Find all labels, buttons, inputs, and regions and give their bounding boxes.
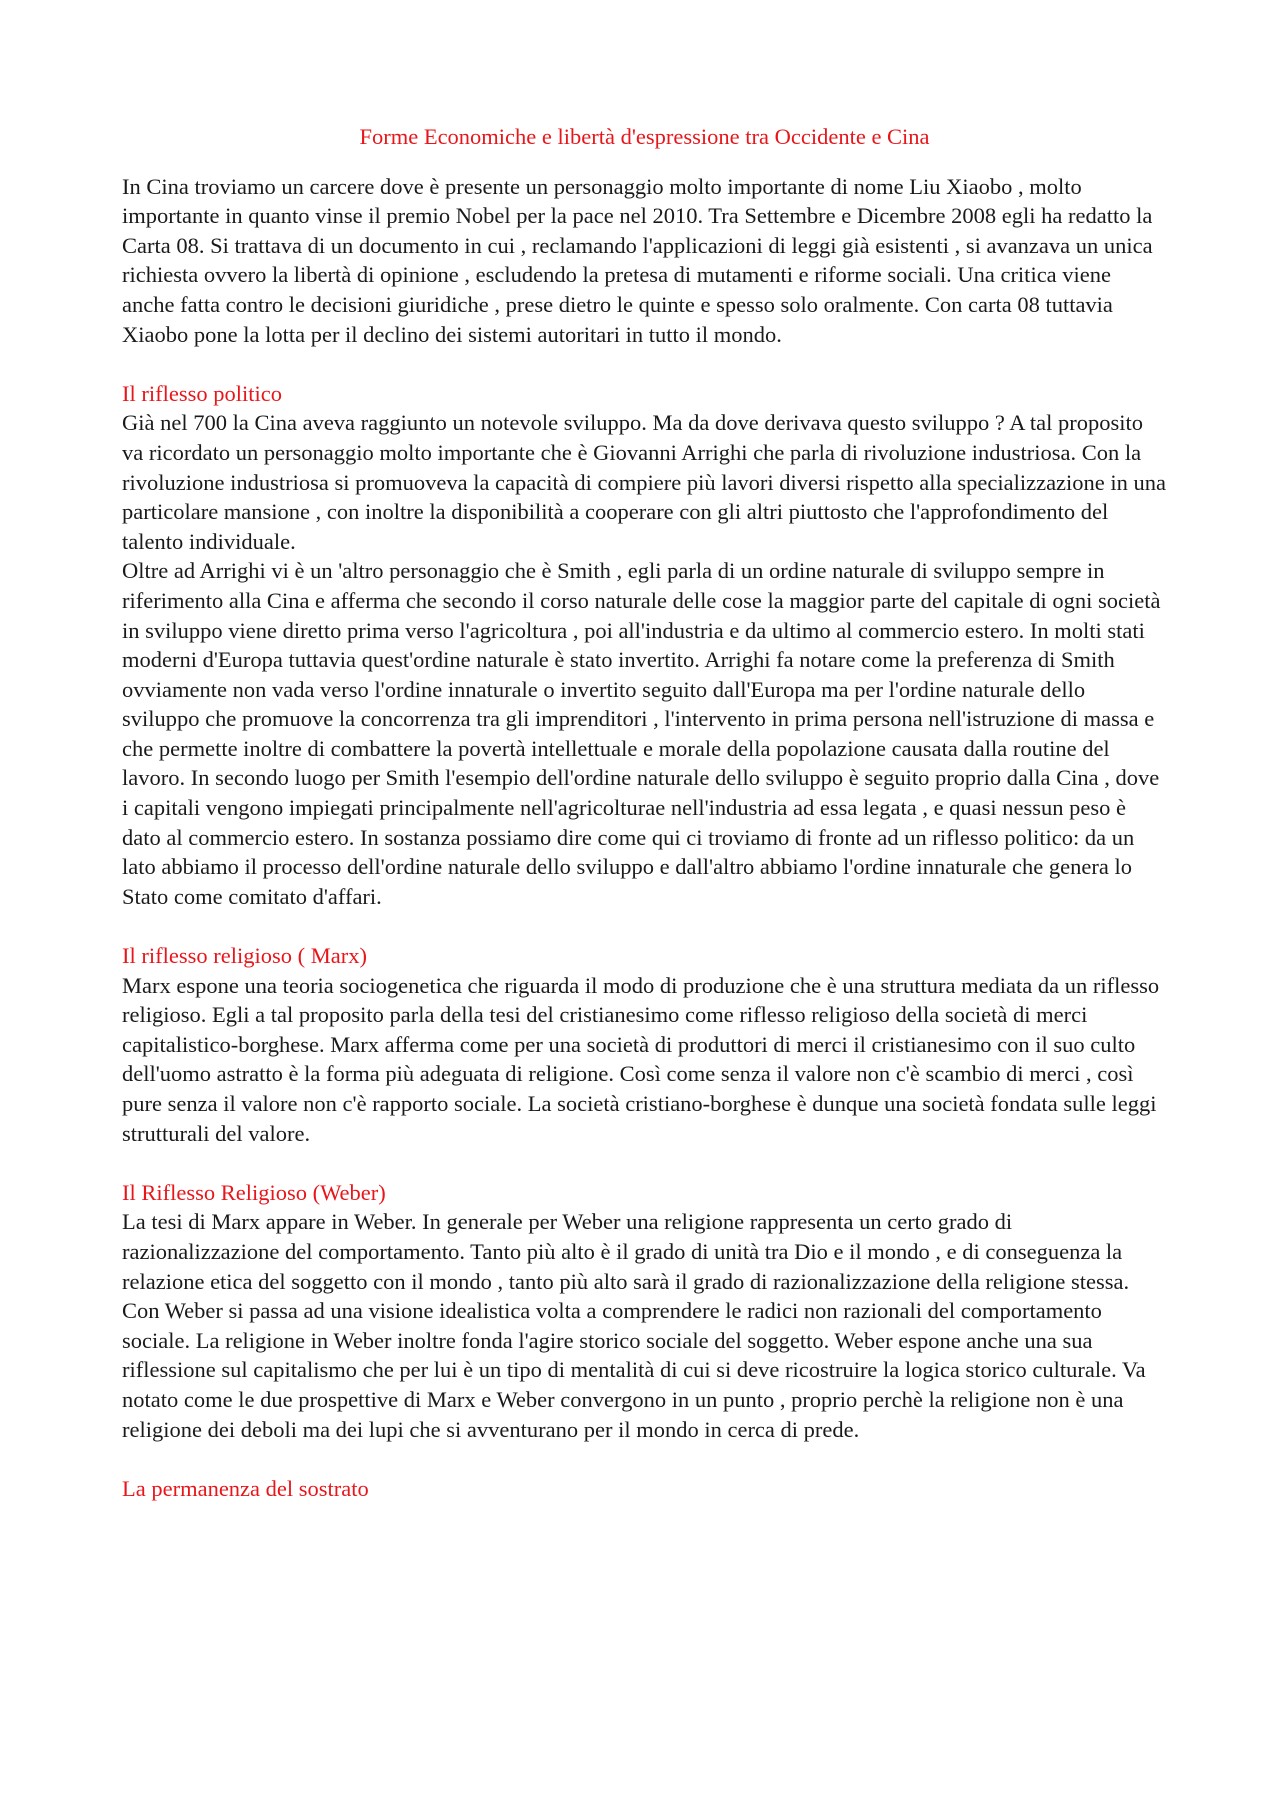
document-page (122, 122, 1167, 1503)
section-paragraph: Oltre ad Arrighi vi è un 'altro personaggio che è Smith , egli parla di un ordine naturale di sviluppo sempre in riferimento alla Cina e afferma che secondo il corso naturale delle cose la maggior parte del capitale di ogni società in sviluppo viene diretto prima verso l'agricoltura , poi all'industria e da ultimo al commercio estero. In molti stati moderni d'Europa tuttavia quest'ordine naturale è stato invertito. Arrighi fa notare come la preferenza di Smith ovviamente non vada verso l'ordine innaturale o invertito seguito dall'Europa ma per l'ordine naturale dello sviluppo che promuove la concorrenza tra gli imprenditori , l'intervento in prima persona nell'istruzione di massa e che permette inoltre di combattere la povertà intellettuale e morale della popolazione causata dalla routine del lavoro. In secondo luogo per Smith l'esempio dell'ordine naturale dello sviluppo è seguito proprio dalla Cina , dove i capitali vengono impiegati principalmente nell'agricolturae nell'industria ad essa legata , e quasi nessun peso è dato al commercio estero. In sostanza possiamo dire come qui ci troviamo di fronte ad un riflesso politico: da un lato abbiamo il processo dell'ordine naturale dello sviluppo e dall'altro abbiamo l'ordine innaturale che genera lo Stato come comitato d'affari. (122, 558, 1161, 909)
section-paragraph: La tesi di Marx appare in Weber. In generale per Weber una religione rappresenta un certo grado di razionalizzazione del comportamento. Tanto più alto è il grado di unità tra Dio e il mondo , e di conseguenza la relazione etica del soggetto con il mondo , tanto più alto sarà il grado di razionalizzazione della religione stessa. Con Weber si passa ad una visione idealistica volta a comprendere le radici non razionali del comportamento sociale. La religione in Weber inoltre fonda l'agire storico sociale del soggetto. Weber espone anche una sua riflessione sul capitalismo che per lui è un tipo di mentalità di cui si deve ricostruire la logica storico culturale. Va notato come le due prospettive di Marx e Weber convergono in un punto , proprio perchè la religione non è una religione dei deboli ma dei lupi che si avventurano per il mondo in cerca di prede. (122, 1209, 1146, 1442)
section-riflesso-politico (122, 379, 1167, 912)
section-heading: Il Riflesso Religioso (Weber) (122, 1179, 386, 1205)
section-riflesso-religioso-weber (122, 1178, 1167, 1444)
section-heading: La permanenza del sostrato (122, 1475, 369, 1501)
document-title: Forme Economiche e libertà d'espressione tra Occidente e Cina (359, 124, 930, 149)
section-paragraph: Già nel 700 la Cina aveva raggiunto un notevole sviluppo. Ma da dove derivava questo sviluppo ? A tal proposito va ricordato un personaggio molto importante che è Giovanni Arrighi che parla di rivoluzione industriosa. Con la rivoluzione industriosa si promuoveva la capacità di compiere più lavori diversi rispetto alla specializzazione in una particolare mansione , con inoltre la disponibilità a cooperare con gli altri piuttosto che l'approfondimento del talento individuale. (122, 410, 1167, 554)
section-permanenza-sostrato (122, 1474, 1167, 1504)
section-paragraph: Marx espone una teoria sociogenetica che riguarda il modo di produzione che è una struttura mediata da un riflesso religioso. Egli a tal proposito parla della tesi del cristianesimo come riflesso religioso della società di merci capitalistico-borghese. Marx afferma come per una società di produttori di merci il cristianesimo con il suo culto dell'uomo astratto è la forma più adeguata di religione. Così come senza il valore non c'è scambio di merci , così pure senza il valore non c'è rapporto sociale. La società cristiano-borghese è dunque una società fondata sulle leggi strutturali del valore. (122, 972, 1160, 1146)
section-riflesso-religioso-marx (122, 941, 1167, 1148)
intro-paragraph: In Cina troviamo un carcere dove è presente un personaggio molto importante di nome Liu Xiaobo , molto importante in quanto vinse il premio Nobel per la pace nel 2010. Tra Settembre e Dicembre 2008 egli ha redatto la Carta 08. Si trattava di un documento in cui , reclamando l'applicazioni di leggi già esistenti , si avanzava un unica richiesta ovvero la libertà di opinione , escludendo la pretesa di mutamenti e riforme sociali. Una critica viene anche fatta contro le decisioni giuridiche , prese dietro le quinte e spesso solo oralmente. Con carta 08 tuttavia Xiaobo pone la lotta per il declino dei sistemi autoritari in tutto il mondo. (122, 173, 1153, 347)
section-heading: Il riflesso politico (122, 380, 282, 406)
section-heading: Il riflesso religioso ( Marx) (122, 943, 367, 969)
